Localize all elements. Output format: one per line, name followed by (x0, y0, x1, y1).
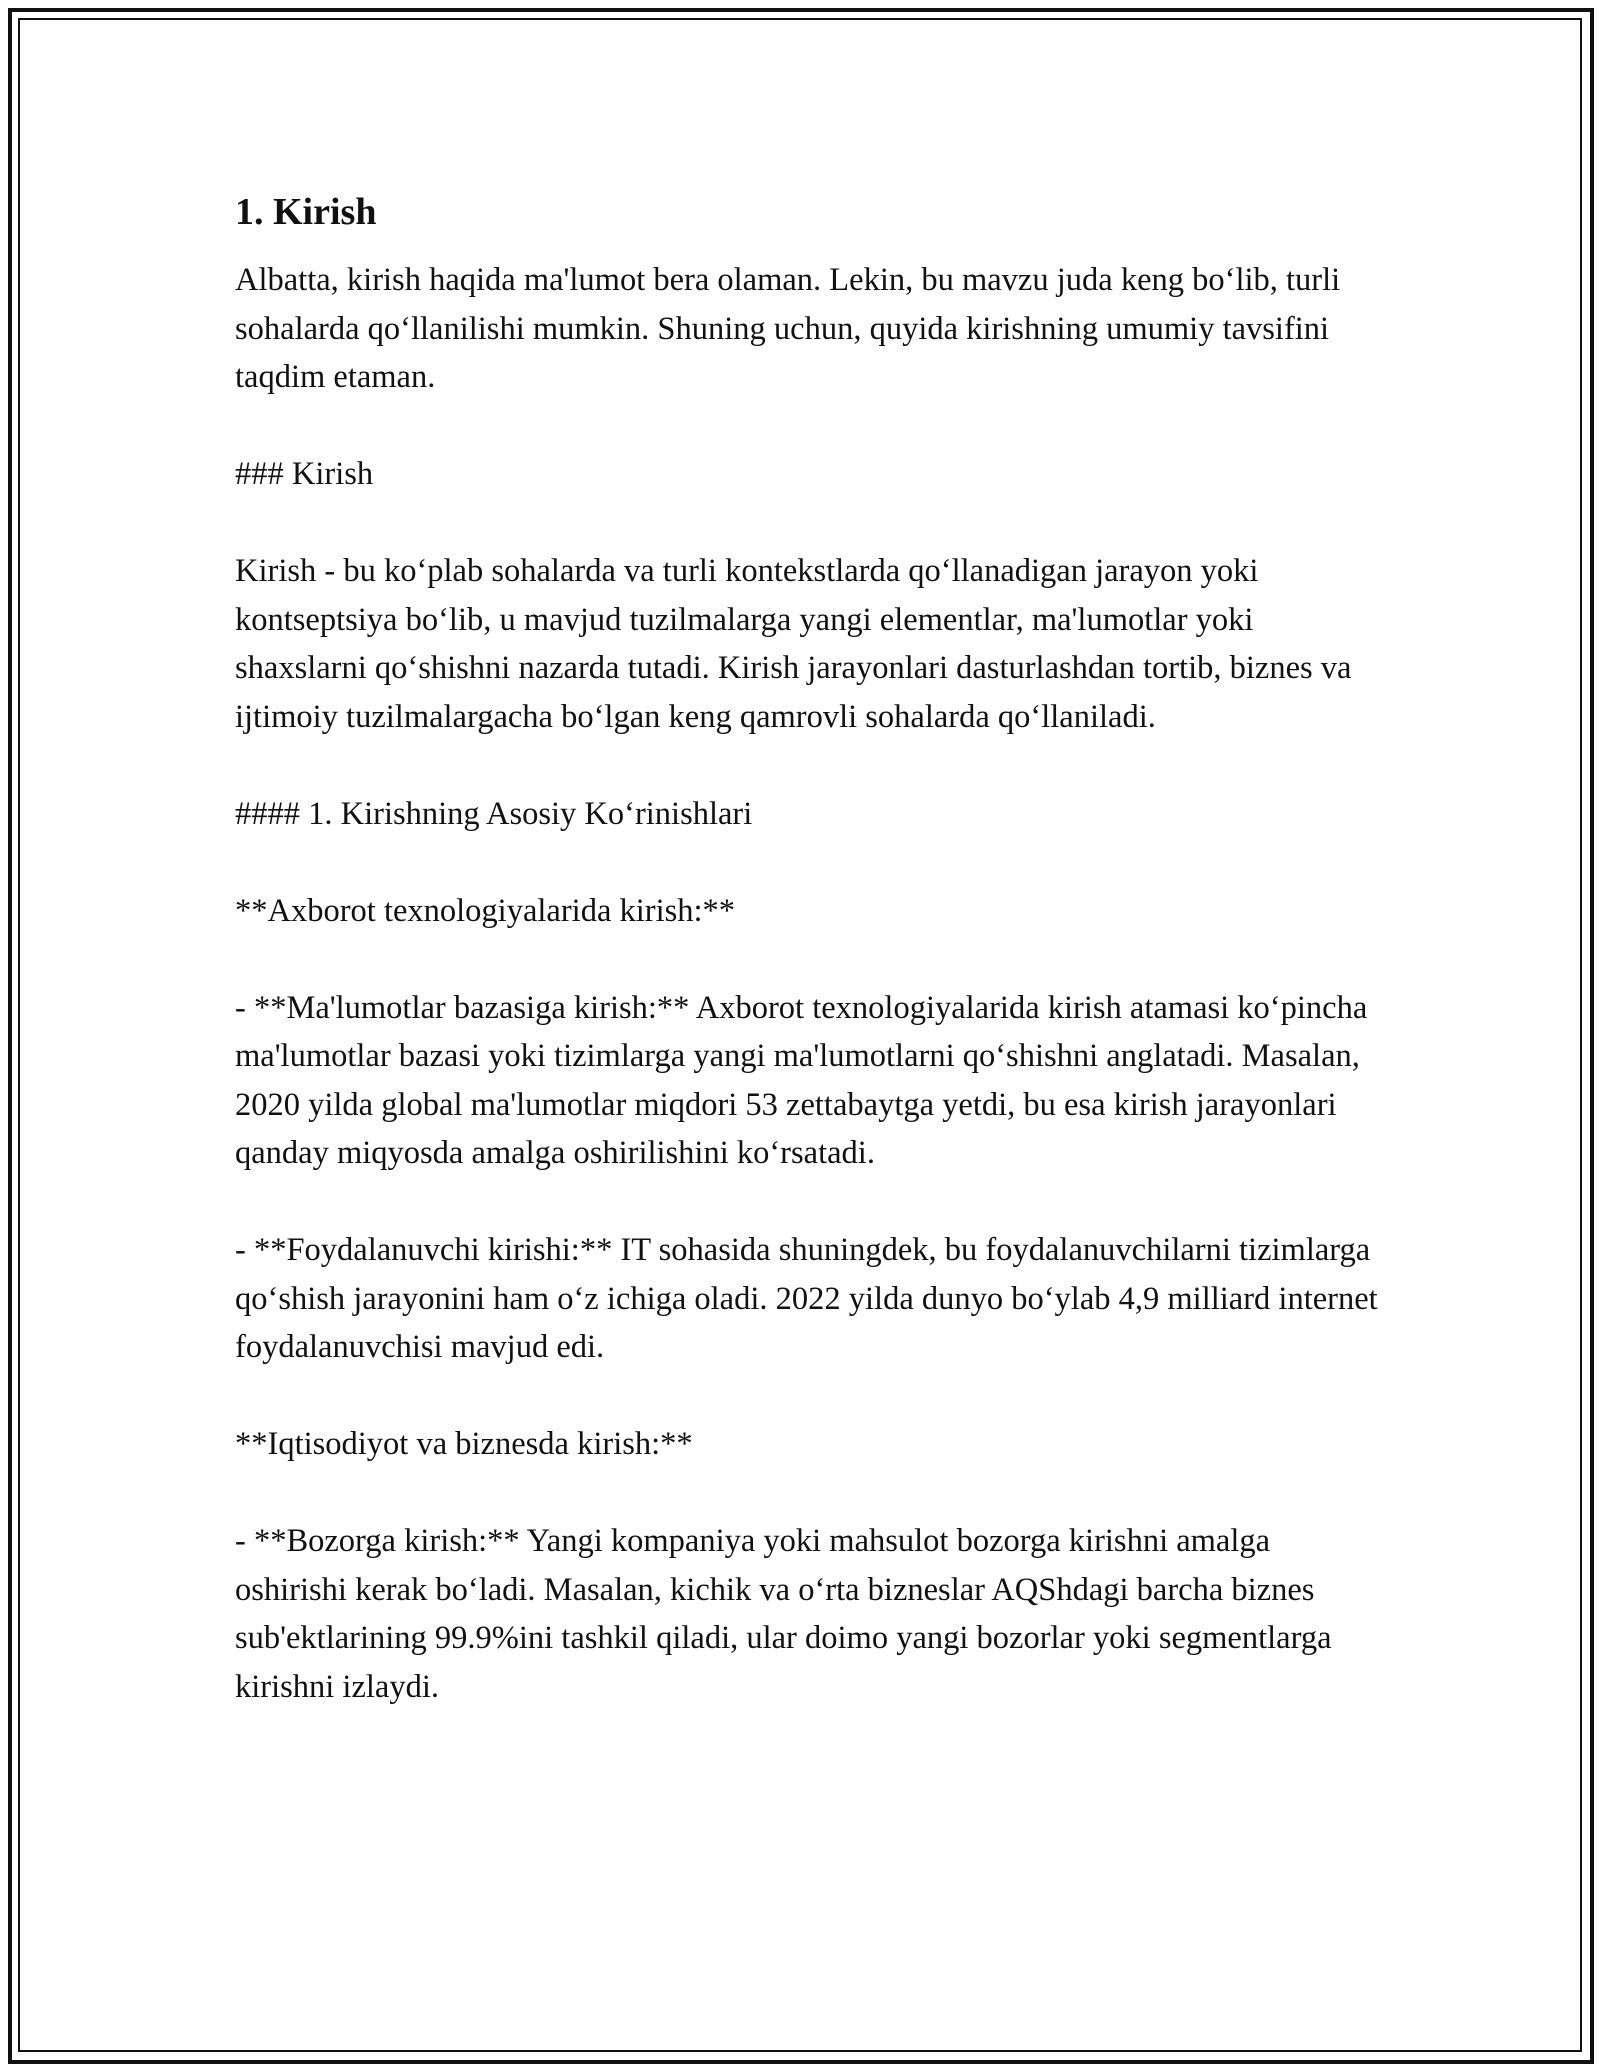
intro-paragraph: Albatta, kirish haqida ma'lumot bera olaman. Lekin, bu mavzu juda keng bo‘lib, turli sohalarda qo‘llanilishi mumkin. Shuning uchun, quyida kirishning umumiy tavsifini taqdim etaman. (235, 262, 1341, 395)
list-item-market-entry: - **Bozorga kirish:** Yangi kompaniya yoki mahsulot bozorga kirishni amalga oshirishi kerak bo‘ladi. Masalan, kichik va o‘rta bizneslar AQShdagi barcha biznes sub'ektlarining 99.9%ini tashkil qiladi, ular doimo yangi bozorlar yoki segmentlarga kirishni izlaydi. (235, 1523, 1332, 1705)
section-heading: 1. Kirish (235, 191, 377, 233)
business-section-label: **Iqtisodiyot va biznesda kirish:** (235, 1426, 693, 1462)
markdown-subheading-asosiy: #### 1. Kirishning Asosiy Ko‘rinishlari (235, 795, 753, 832)
list-item-user-entry: - **Foydalanuvchi kirishi:** IT sohasida shuningdek, bu foydalanuvchilarni tizimlarga qo‘shish jarayonini ham o‘z ichiga oladi. 2022 yilda dunyo bo‘ylab 4,9 milliard internet foydalanuvchisi mavjud edi. (235, 1232, 1378, 1365)
it-section-label: **Axborot texnologiyalarida kirish:** (235, 892, 736, 929)
markdown-heading-kirish: ### Kirish (235, 456, 374, 492)
document-body (235, 186, 1385, 1711)
definition-paragraph: Kirish - bu ko‘plab sohalarda va turli kontekstlarda qo‘llanadigan jarayon yoki kontseptsiya bo‘lib, u mavjud tuzilmalarga yangi elementlar, ma'lumotlar yoki shaxslarni qo‘shishni nazarda tutadi. Kirish jarayonlari dasturlashdan tortib, biznes va ijtimoiy tuzilmalargacha bo‘lgan keng qamrovli sohalarda qo‘llaniladi. (235, 553, 1352, 735)
list-item-database: - **Ma'lumotlar bazasiga kirish:** Axborot texnologiyalarida kirish atamasi ko‘pincha ma'lumotlar bazasi yoki tizimlarga yangi ma'lumotlarni qo‘shishni anglatadi. Masalan, 2020 yilda global ma'lumotlar miqdori 53 zettabaytga yetdi, bu esa kirish jarayonlari qanday miqyosda amalga oshirilishini ko‘rsatadi. (235, 989, 1368, 1171)
